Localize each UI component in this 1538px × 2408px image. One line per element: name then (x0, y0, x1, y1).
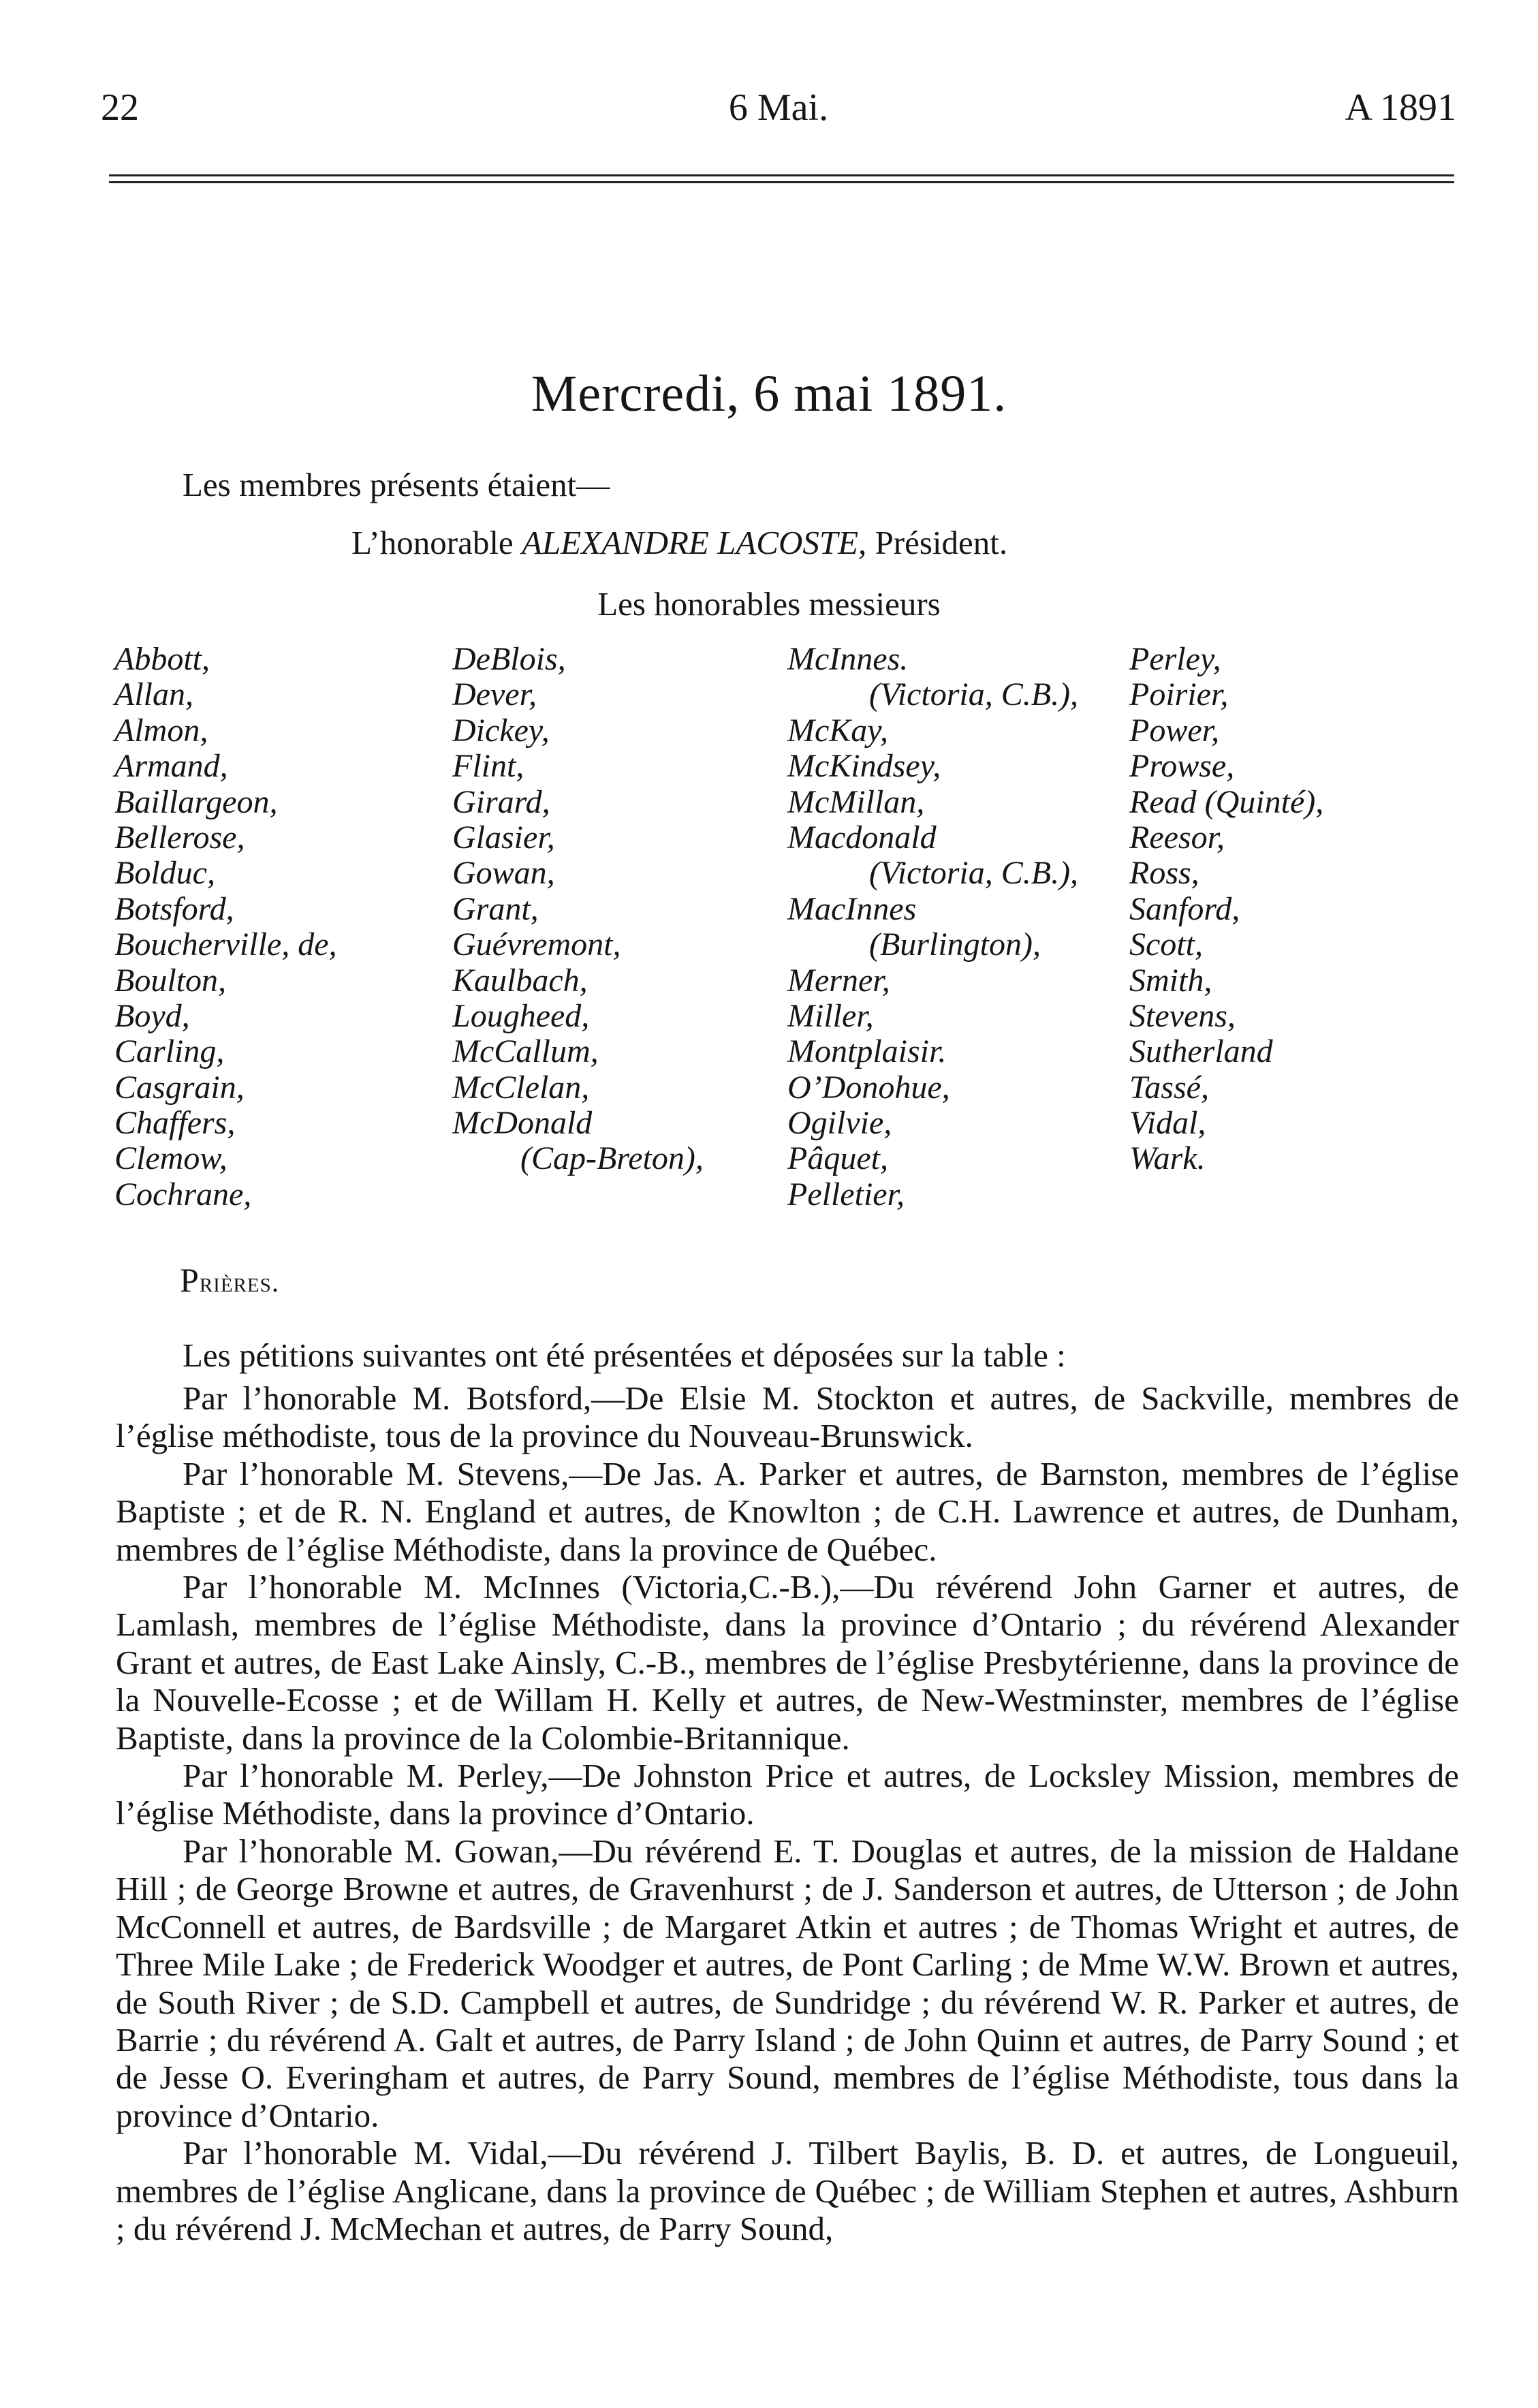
member-name: Abbott, (114, 641, 210, 677)
member-name: Ogilvie, (787, 1105, 892, 1142)
president-prefix: L’honorable (351, 524, 514, 561)
member-name: Prowse, (1129, 748, 1235, 785)
member-name: MacInnes (787, 890, 917, 927)
member-name: McInnes. (787, 641, 909, 677)
running-head (101, 80, 1456, 135)
member-name: Wark. (1129, 1140, 1206, 1177)
member-name: McKay, (787, 712, 888, 749)
petitions-intro: Les pétitions suivantes ont été présentées et déposées sur la table : (183, 1336, 1066, 1374)
petition-paragraph: Par l’honorable M. Stevens,—De Jas. A. Parker et autres, de Barnston, membres de l’église Baptiste ; et de R. N. England et autres, de Knowlton ; de C.H. Lawrence et autres, de Dunham, membres de l’église Méthodiste, dans la province de Québec. (116, 1454, 1459, 1568)
president-title: Président. (875, 524, 1008, 561)
member-name: Merner, (787, 962, 890, 999)
member-name: Power, (1129, 712, 1219, 749)
member-name: Macdonald (787, 819, 937, 856)
header-rule-top (109, 174, 1454, 176)
member-name: Read (Quinté), (1129, 783, 1324, 820)
member-name: (Victoria, C.B.), (869, 855, 1079, 892)
prayers-heading: Prières. (180, 1261, 280, 1299)
member-name: Baillargeon, (114, 783, 278, 820)
member-name: McKindsey, (787, 748, 941, 785)
member-name: Sanford, (1129, 890, 1240, 927)
page-number: 22 (101, 87, 139, 129)
petition-paragraph: Par l’honorable M. Gowan,—Du révérend E. T. Douglas et autres, de la mission de Haldane Hill ; de George Browne et autres, de Gravenhurst ; de J. Sanderson et autres, de Utterson ; de John McConnell et autres, de Bardsville ; de Margaret Atkin et autres ; de Thomas Wright et autres, de Three Mile Lake ; de Frederick Woodger et autres, de Pont Carling ; de Mme W.W. Brown et autres, de South River ; de S.D. Campbell et autres, de Sundridge ; du révérend W. R. Parker et autres, de Barrie ; du révérend A. Galt et autres, de Parry Island ; de John Quinn et autres, de Parry Sound ; et de Jesse O. Everingham et autres, de Parry Sound, membres de l’église Méthodiste, tous dans la province d’Ontario. (116, 1832, 1459, 2134)
member-name: Pâquet, (787, 1140, 888, 1177)
member-name: Chaffers, (114, 1105, 236, 1142)
header-rule-bottom (109, 181, 1454, 183)
member-name: Gowan, (452, 855, 555, 892)
president-line (351, 523, 1007, 563)
member-name: Pelletier, (787, 1176, 905, 1213)
member-name: DeBlois, (452, 641, 566, 677)
member-name: Miller, (787, 997, 874, 1034)
members-column-3 (787, 642, 1078, 1213)
member-name: Cochrane, (114, 1176, 252, 1213)
member-name: Boucherville, de, (114, 926, 337, 963)
member-name: Casgrain, (114, 1069, 245, 1106)
members-list (0, 642, 1538, 1241)
member-name: Girard, (452, 783, 550, 820)
member-name: Sutherland (1129, 1033, 1273, 1070)
sitting-date-heading: Mercredi, 6 mai 1891. (531, 365, 1007, 422)
member-name: Boyd, (114, 997, 190, 1034)
member-name: Reesor, (1129, 819, 1225, 856)
member-name: McDonald (452, 1105, 593, 1142)
member-name: Tassé, (1129, 1069, 1209, 1106)
member-name: Dickey, (452, 712, 550, 749)
member-name: (Burlington), (869, 926, 1041, 963)
members-column-2 (452, 642, 704, 1177)
member-name: Almon, (114, 712, 208, 749)
member-name: Montplaisir. (787, 1033, 947, 1070)
member-name: Carling, (114, 1033, 225, 1070)
member-name: Kaulbach, (452, 962, 588, 999)
member-name: Glasier, (452, 819, 555, 856)
member-name: Bolduc, (114, 855, 215, 892)
member-name: Boulton, (114, 962, 226, 999)
running-head-year: A 1891 (1345, 87, 1456, 129)
president-name: ALEXANDRE LACOSTE, (521, 524, 867, 561)
petition-paragraph: Par l’honorable M. Botsford,—De Elsie M. Stockton et autres, de Sackville, membres de l’église méthodiste, tous de la province du Nouveau-Brunswick. (116, 1379, 1459, 1455)
member-name: Stevens, (1129, 997, 1236, 1034)
member-name: (Cap-Breton), (520, 1140, 704, 1177)
member-name: O’Donohue, (787, 1069, 950, 1106)
petition-paragraph: Par l’honorable M. McInnes (Victoria,C.-B.),—Du révérend John Garner et autres, de Lamlash, membres de l’église Méthodiste, dans la province d’Ontario ; du révérend Alexander Grant et autres, de East Lake Ainsly, C.-B., membres de l’église Presbytérienne, dans la province de la Nouvelle-Ecosse ; et de Willam H. Kelly et autres, de New-Westminster, membres de l’église Baptiste, dans la province de la Colombie-Britannique. (116, 1568, 1459, 1757)
member-name: Ross, (1129, 855, 1199, 892)
present-intro: Les membres présents étaient— (183, 466, 610, 503)
member-name: McClelan, (452, 1069, 590, 1106)
members-column-1 (114, 642, 337, 1213)
member-name: Dever, (452, 676, 537, 713)
members-column-4 (1129, 642, 1323, 1177)
member-name: Lougheed, (452, 997, 590, 1034)
petition-paragraph: Par l’honorable M. Perley,—De Johnston Price et autres, de Locksley Mission, membres de l’église Méthodiste, dans la province d’Ontario. (116, 1757, 1459, 1832)
member-name: McMillan, (787, 783, 925, 820)
member-name: Poirier, (1129, 676, 1229, 713)
member-name: Bellerose, (114, 819, 245, 856)
member-name: Perley, (1129, 641, 1221, 677)
member-name: Flint, (452, 748, 524, 785)
member-name: Guévremont, (452, 926, 621, 963)
member-name: Armand, (114, 748, 228, 785)
member-name: Allan, (114, 676, 193, 713)
member-name: McCallum, (452, 1033, 599, 1070)
member-name: Clemow, (114, 1140, 227, 1177)
member-name: (Victoria, C.B.), (869, 676, 1079, 713)
member-name: Grant, (452, 890, 539, 927)
members-subhead: Les honorables messieurs (597, 585, 941, 623)
member-name: Vidal, (1129, 1105, 1206, 1142)
running-head-date: 6 Mai. (728, 87, 829, 129)
member-name: Smith, (1129, 962, 1212, 999)
member-name: Scott, (1129, 926, 1203, 963)
petitions-section (116, 1332, 1459, 2247)
petition-paragraph: Par l’honorable M. Vidal,—Du révérend J. Tilbert Baylis, B. D. et autres, de Longueuil, membres de l’église Anglicane, dans la province de Québec ; de William Stephen et autres, Ashburn ; du révérend J. McMechan et autres, de Parry Sound, (116, 2134, 1459, 2247)
member-name: Botsford, (114, 890, 234, 927)
